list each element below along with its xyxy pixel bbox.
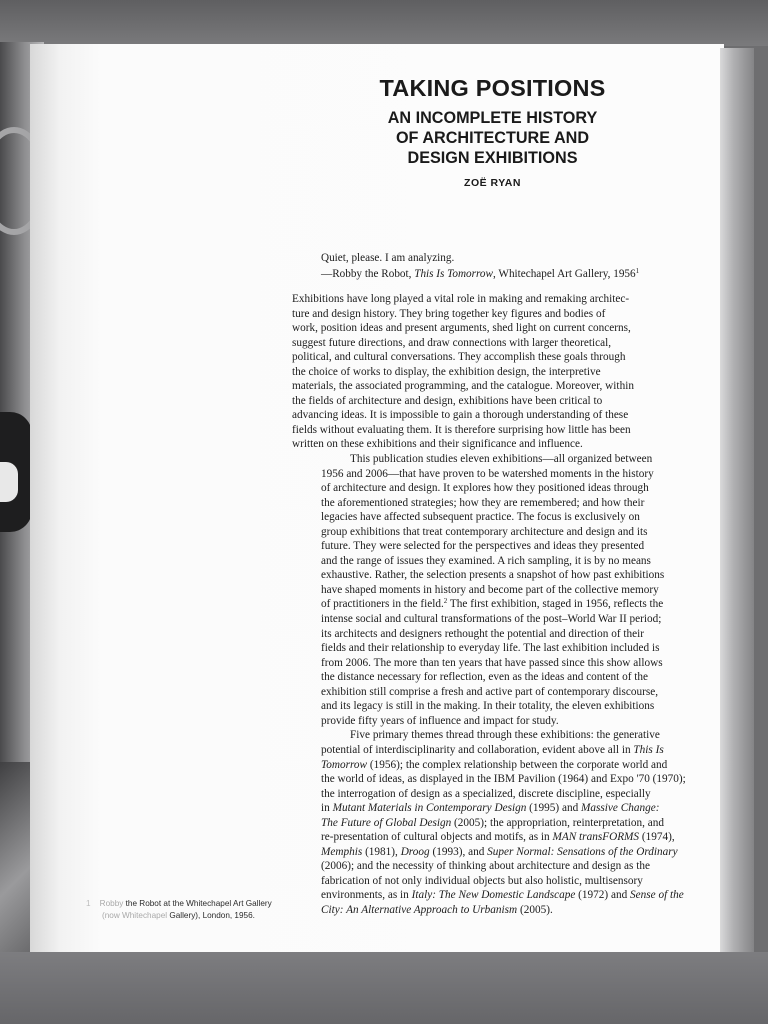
caption-text: Gallery), London, 1956. (167, 911, 255, 920)
caption-text: the Robot at the Whitechapel Art Gallery (123, 899, 272, 908)
exhibition-title: Droog (400, 845, 430, 858)
exhibition-title: Massive Change: (581, 802, 660, 815)
footnote-marker: 1 (635, 266, 640, 275)
subtitle-line: AN INCOMPLETE HISTORY (387, 109, 598, 127)
text-line: provide fifty years of influence and impact for study. (321, 714, 559, 727)
paragraph-2 (292, 452, 696, 728)
text-fragment: environments, as in (321, 889, 412, 902)
chapter-title: TAKING POSITIONS (379, 75, 606, 101)
text-line: have shaped moments in history and become part of the collective memory (321, 583, 659, 596)
body-text (292, 292, 696, 918)
subtitle-line: OF ARCHITECTURE AND (395, 129, 590, 147)
caption-faded: (now Whitechapel (102, 911, 168, 920)
text-line: suggest future directions, and draw connections with larger theoretical, (292, 336, 612, 349)
text-line: the aforementioned strategies; how they are remembered; and how their (321, 496, 645, 509)
text-fragment: re-presentation of cultural objects and motifs, as in (321, 831, 553, 844)
text-fragment: (1981), (362, 845, 401, 858)
attribution-suffix: , Whitechapel Art Gallery, 1956 (493, 267, 636, 280)
exhibition-title: Italy: The New Domestic Landscape (411, 889, 576, 902)
text-line: and its legacy is still in the making. In their totality, the eleven exhibitions (321, 700, 655, 713)
text-fragment: (2005). (517, 903, 553, 916)
text-fragment: The first exhibition, staged in 1956, reflects the (447, 598, 664, 611)
text-line: Exhibitions have long played a vital role in making and remaking architec- (292, 293, 630, 305)
paragraph-1 (292, 292, 696, 452)
text-line: Five primary themes thread through these exhibitions: the generative (350, 729, 660, 742)
text-line: legacies have affected subsequent practice. The focus is exclusively on (321, 511, 640, 524)
text-line: fields without evaluating them. It is therefore surprising how little has been (292, 423, 631, 436)
exhibition-title: Super Normal: Sensations of the Ordinary (487, 845, 678, 858)
caption-faded: Robby (99, 899, 124, 908)
text-fragment: (2005); the appropriation, reinterpretation, and (451, 816, 664, 829)
text-fragment: (1974), (639, 831, 675, 844)
text-line: written on these exhibitions and their significance and influence. (292, 438, 583, 451)
text-line: work, position ideas and present arguments, shed light on current concerns, (292, 322, 631, 335)
text-line (292, 743, 696, 758)
text-line: of architecture and design. It explores how they positioned ideas through (321, 482, 649, 495)
epigraph-quote: Quiet, please. I am analyzing. (321, 252, 455, 264)
text-line (292, 816, 696, 831)
text-line: its architects and designers rethought the potential and direction of their (321, 627, 645, 640)
scan-background-bottom (0, 952, 768, 1024)
caption-line (86, 910, 286, 922)
text-line: This publication studies eleven exhibitions—all organized between (350, 453, 653, 466)
page-edge-stack (720, 48, 754, 952)
text-line: the choice of works to display, the exhibition design, the interpretive (292, 365, 601, 378)
paragraph-3 (292, 728, 696, 917)
chapter-header (330, 72, 655, 190)
text-line: exhibition still comprise a fresh and active part of contemporary discourse, (321, 685, 659, 698)
text-line: from 2006. The more than ten years that have passed since this show allows (321, 656, 663, 669)
robot-highlight (0, 462, 18, 502)
figure-number: 1 (86, 899, 91, 908)
text-line: fabrication of not only individual objects but also holistic, multisensory (321, 874, 643, 887)
exhibition-title: Sense of the (630, 889, 684, 902)
text-line: ture and design history. They bring together key figures and bodies of (292, 307, 606, 320)
text-fragment: (1956); the complex relationship between the corporate world and (367, 758, 668, 771)
text-line: the world of ideas, as displayed in the IBM Pavilion (1964) and Expo '70 (1970); (321, 773, 686, 786)
text-line: the distance necessary for reflection, even as the ideas and content of the (321, 671, 649, 684)
subtitle-line: DESIGN EXHIBITIONS (407, 149, 578, 167)
text-line (292, 597, 696, 612)
text-line: future. They were selected for the perspectives and ideas they presented (321, 540, 645, 553)
attribution-title: This Is Tomorrow (414, 267, 493, 280)
footnote-marker: 2 (443, 597, 448, 606)
text-line (292, 845, 696, 860)
exhibition-title: Memphis (321, 845, 363, 858)
text-fragment: (1972) and (575, 889, 631, 902)
text-line: the interrogation of design as a specialized, discrete discipline, especially (321, 787, 651, 800)
text-line (292, 830, 696, 845)
text-line: the fields of architecture and design, exhibitions have been critical to (292, 394, 603, 407)
text-line (292, 801, 696, 816)
caption-line (86, 898, 286, 910)
text-line: 1956 and 2006—that have proven to be watershed moments in the history (321, 467, 654, 480)
text-fragment: potential of interdisciplinarity and collaboration, evident above all in (321, 743, 634, 756)
text-line: intense social and cultural transformations of the post–World War II period; (321, 613, 662, 626)
epigraph (321, 251, 701, 283)
chapter-subtitle (330, 108, 655, 168)
text-line: exhaustive. Rather, the selection presents a snapshot of how past exhibitions (321, 569, 665, 582)
text-line (292, 903, 696, 918)
exhibition-title: This Is (633, 743, 664, 756)
text-line: materials, the associated programming, and the catalogue. Moreover, within (292, 380, 634, 393)
scan-background-top (0, 0, 768, 46)
text-fragment: (1995) and (526, 802, 582, 815)
text-line: political, and cultural conversations. They accomplish these goals through (292, 351, 626, 364)
text-fragment: of practitioners in the field. (321, 598, 444, 611)
attribution-prefix: —Robby the Robot, (321, 267, 415, 280)
exhibition-title: City: An Alternative Approach to Urbanism (321, 903, 518, 916)
figure-caption (86, 898, 286, 922)
text-line: advancing ideas. It is impossible to gain a thorough understanding of these (292, 409, 629, 422)
text-fragment: in (321, 802, 333, 815)
text-fragment: (1993), and (429, 845, 488, 858)
text-line: fields and their relationship to everyday life. The last exhibition included is (321, 642, 660, 655)
exhibition-title: Tomorrow (321, 758, 368, 771)
exhibition-title: MAN transFORMS (552, 831, 640, 844)
text-line: (2006); and the necessity of thinking about architecture and design as the (321, 860, 650, 873)
text-line (292, 888, 696, 903)
text-line (292, 758, 696, 773)
text-line: and the range of issues they examined. A rich sampling, it is by no means (321, 554, 651, 567)
exhibition-title: The Future of Global Design (321, 816, 452, 829)
author-name: ZOË RYAN (464, 177, 521, 189)
exhibition-title: Mutant Materials in Contemporary Design (332, 802, 527, 815)
text-line: group exhibitions that treat contemporary architecture and design and its (321, 525, 648, 538)
epigraph-attribution (321, 267, 701, 283)
